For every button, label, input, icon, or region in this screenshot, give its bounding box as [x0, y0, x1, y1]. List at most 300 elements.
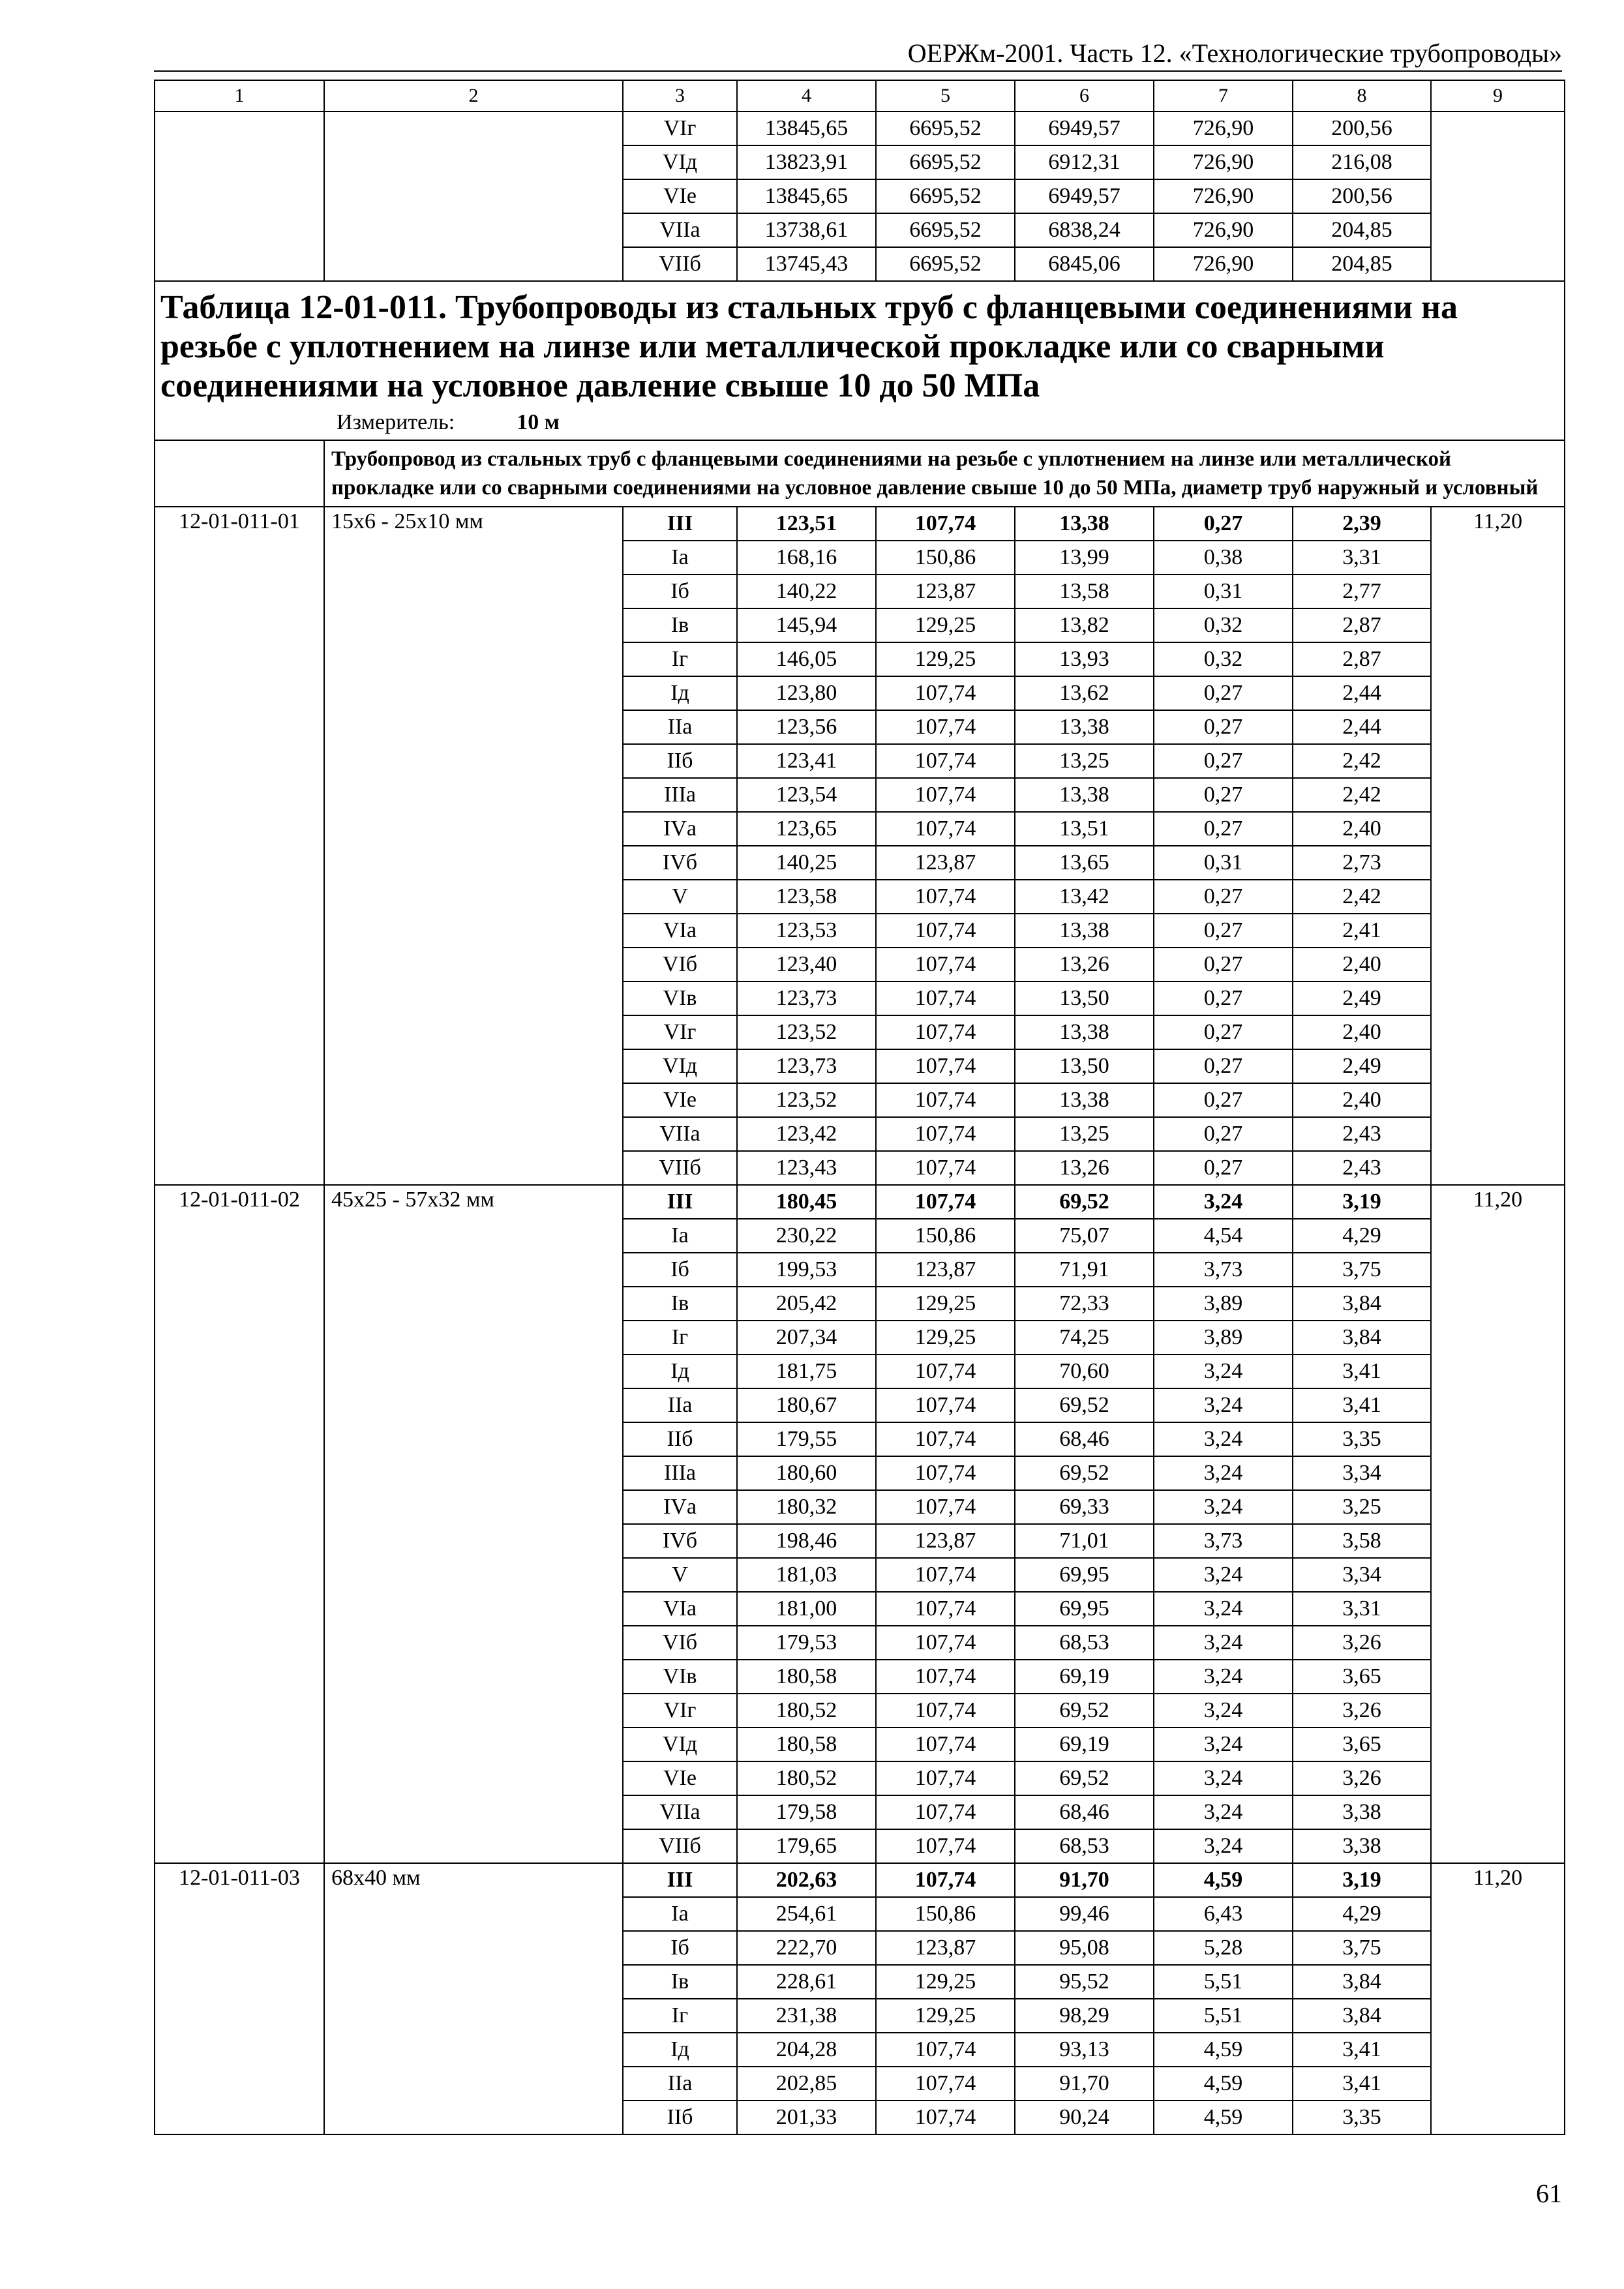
col7-cell: 4,59	[1154, 1863, 1293, 1897]
col5-cell: 107,74	[876, 2067, 1015, 2101]
col4-cell: 123,53	[737, 914, 876, 948]
col4-cell: 230,22	[737, 1219, 876, 1253]
norm-code-cell: Iд	[623, 676, 737, 710]
col5-cell: 107,74	[876, 1083, 1015, 1117]
norm-code-cell: Iд	[623, 2033, 737, 2067]
col9-cell: 11,20	[1431, 1185, 1565, 1863]
col7-cell: 3,89	[1154, 1321, 1293, 1354]
norm-code-cell: III	[623, 1185, 737, 1219]
col7-cell: 5,51	[1154, 1965, 1293, 1999]
col4-cell: 123,40	[737, 948, 876, 981]
col7-cell: 726,90	[1154, 112, 1293, 145]
column-number: 9	[1431, 80, 1565, 112]
norm-code-cell: Iв	[623, 1287, 737, 1321]
col6-cell: 6912,31	[1015, 145, 1154, 179]
col5-cell: 107,74	[876, 778, 1015, 812]
col5-cell: 107,74	[876, 1558, 1015, 1592]
page-number: 61	[1536, 2179, 1562, 2208]
col5-cell: 107,74	[876, 1015, 1015, 1049]
norm-code-cell: VIIа	[623, 1117, 737, 1151]
col4-cell: 123,51	[737, 507, 876, 541]
norm-code-cell: VIб	[623, 948, 737, 981]
col5-cell: 107,74	[876, 1490, 1015, 1524]
col7-cell: 5,28	[1154, 1931, 1293, 1965]
column-number: 8	[1293, 80, 1431, 112]
col4-cell: 123,42	[737, 1117, 876, 1151]
col7-cell: 3,24	[1154, 1761, 1293, 1795]
col7-cell: 0,27	[1154, 948, 1293, 981]
col6-cell: 13,38	[1015, 1083, 1154, 1117]
norm-code-cell: Iг	[623, 1321, 737, 1354]
column-number: 3	[623, 80, 737, 112]
norm-code-cell: VIа	[623, 914, 737, 948]
code-cell-empty	[155, 112, 324, 281]
col8-cell: 3,84	[1293, 1999, 1431, 2033]
col7-cell: 726,90	[1154, 247, 1293, 281]
col7-cell: 3,24	[1154, 1388, 1293, 1422]
norm-code-cell: Iа	[623, 541, 737, 575]
column-number-row	[155, 80, 1565, 112]
norm-code-cell: VIг	[623, 1015, 737, 1049]
col4-cell: 180,32	[737, 1490, 876, 1524]
norm-code-cell: VIд	[623, 145, 737, 179]
col7-cell: 0,27	[1154, 812, 1293, 846]
col4-cell: 168,16	[737, 541, 876, 575]
norm-code-cell: Iб	[623, 1253, 737, 1287]
col8-cell: 2,42	[1293, 778, 1431, 812]
col4-cell: 123,52	[737, 1083, 876, 1117]
col7-cell: 3,24	[1154, 1354, 1293, 1388]
norm-code-cell: IIа	[623, 710, 737, 744]
norm-code-cell: Iг	[623, 642, 737, 676]
col6-cell: 98,29	[1015, 1999, 1154, 2033]
col7-cell: 3,24	[1154, 1456, 1293, 1490]
col6-cell: 70,60	[1015, 1354, 1154, 1388]
col7-cell: 0,27	[1154, 507, 1293, 541]
col6-cell: 68,46	[1015, 1422, 1154, 1456]
norm-code-cell: IIб	[623, 2101, 737, 2134]
col7-cell: 4,59	[1154, 2033, 1293, 2067]
col6-cell: 90,24	[1015, 2101, 1154, 2134]
col7-cell: 726,90	[1154, 213, 1293, 247]
norm-code-cell: IVа	[623, 812, 737, 846]
diameter-cell: 15х6 - 25х10 мм	[324, 507, 623, 1185]
col4-cell: 228,61	[737, 1965, 876, 1999]
col5-cell: 150,86	[876, 1219, 1015, 1253]
col7-cell: 3,24	[1154, 1422, 1293, 1456]
norm-code-cell: IIIа	[623, 778, 737, 812]
col5-cell: 107,74	[876, 1049, 1015, 1083]
col4-cell: 123,65	[737, 812, 876, 846]
header-rule	[154, 70, 1562, 72]
col8-cell: 3,35	[1293, 2101, 1431, 2134]
col8-cell: 3,65	[1293, 1660, 1431, 1694]
norm-code-cell: VIIа	[623, 1795, 737, 1829]
col6-cell: 6838,24	[1015, 213, 1154, 247]
col8-cell: 2,87	[1293, 608, 1431, 642]
col5-cell: 150,86	[876, 1897, 1015, 1931]
col8-cell: 2,73	[1293, 846, 1431, 880]
col5-cell: 107,74	[876, 1185, 1015, 1219]
col6-cell: 71,01	[1015, 1524, 1154, 1558]
col7-cell: 0,32	[1154, 642, 1293, 676]
col5-cell: 107,74	[876, 1694, 1015, 1728]
norm-code-cell: VIIб	[623, 1829, 737, 1863]
norm-code-cell: VIа	[623, 1592, 737, 1626]
col7-cell: 0,27	[1154, 744, 1293, 778]
col8-cell: 2,39	[1293, 507, 1431, 541]
col4-cell: 198,46	[737, 1524, 876, 1558]
col4-cell: 123,80	[737, 676, 876, 710]
col6-cell: 13,99	[1015, 541, 1154, 575]
col6-cell: 99,46	[1015, 1897, 1154, 1931]
col6-cell: 75,07	[1015, 1219, 1154, 1253]
col5-cell: 107,74	[876, 1829, 1015, 1863]
diameter-cell-empty	[324, 112, 623, 281]
norm-code-cell: VIг	[623, 112, 737, 145]
table-body	[155, 80, 1565, 2134]
col4-cell: 145,94	[737, 608, 876, 642]
col7-cell: 0,27	[1154, 981, 1293, 1015]
norm-code-cell: V	[623, 880, 737, 914]
col8-cell: 3,84	[1293, 1965, 1431, 1999]
col5-cell: 129,25	[876, 1287, 1015, 1321]
col4-cell: 140,22	[737, 575, 876, 608]
col7-cell: 3,89	[1154, 1287, 1293, 1321]
col5-cell: 123,87	[876, 846, 1015, 880]
col6-cell: 69,52	[1015, 1456, 1154, 1490]
col5-cell: 123,87	[876, 1931, 1015, 1965]
col7-cell: 3,24	[1154, 1558, 1293, 1592]
col4-cell: 254,61	[737, 1897, 876, 1931]
col8-cell: 2,43	[1293, 1117, 1431, 1151]
col8-cell: 3,31	[1293, 541, 1431, 575]
col6-cell: 69,52	[1015, 1694, 1154, 1728]
measure-value: 10 м	[517, 410, 560, 434]
col5-cell: 150,86	[876, 541, 1015, 575]
col4-cell: 13845,65	[737, 112, 876, 145]
col4-cell: 13745,43	[737, 247, 876, 281]
col8-cell: 3,58	[1293, 1524, 1431, 1558]
col5-cell: 107,74	[876, 1761, 1015, 1795]
norm-number-cell: 12-01-011-01	[155, 507, 324, 1185]
col4-cell: 180,60	[737, 1456, 876, 1490]
col7-cell: 726,90	[1154, 179, 1293, 213]
col8-cell: 200,56	[1293, 179, 1431, 213]
column-number: 1	[155, 80, 324, 112]
col5-cell: 6695,52	[876, 145, 1015, 179]
col6-cell: 68,53	[1015, 1829, 1154, 1863]
col6-cell: 13,26	[1015, 1151, 1154, 1185]
col5-cell: 107,74	[876, 2033, 1015, 2067]
column-number: 4	[737, 80, 876, 112]
col8-cell: 3,26	[1293, 1626, 1431, 1660]
col8-cell: 3,84	[1293, 1287, 1431, 1321]
col5-cell: 107,74	[876, 676, 1015, 710]
col8-cell: 2,42	[1293, 744, 1431, 778]
column-number: 5	[876, 80, 1015, 112]
description-cell: Трубопровод из стальных труб с фланцевыми соединениями на резьбе с уплотнением на линзе или металлической прокладке или со сварными соединениями на условное давление свыше 10 до 50 МПа, диаметр труб наружный и условный	[324, 440, 1565, 507]
col5-cell: 107,74	[876, 1592, 1015, 1626]
norm-code-cell: Iб	[623, 1931, 737, 1965]
measure-line	[160, 410, 1559, 436]
col5-cell: 6695,52	[876, 179, 1015, 213]
col5-cell: 107,74	[876, 710, 1015, 744]
price-table	[154, 80, 1565, 2135]
col5-cell: 107,74	[876, 2101, 1015, 2134]
col8-cell: 3,84	[1293, 1321, 1431, 1354]
col4-cell: 123,73	[737, 981, 876, 1015]
col4-cell: 13823,91	[737, 145, 876, 179]
col4-cell: 204,28	[737, 2033, 876, 2067]
col4-cell: 202,85	[737, 2067, 876, 2101]
col9-cell: 11,20	[1431, 507, 1565, 1185]
col7-cell: 3,73	[1154, 1524, 1293, 1558]
norm-code-cell: VIв	[623, 1660, 737, 1694]
table-row	[155, 507, 1565, 541]
col7-cell: 3,24	[1154, 1660, 1293, 1694]
col5-cell: 6695,52	[876, 112, 1015, 145]
col6-cell: 13,93	[1015, 642, 1154, 676]
col8-cell: 2,40	[1293, 812, 1431, 846]
col5-cell: 107,74	[876, 1388, 1015, 1422]
running-header: ОЕРЖм-2001. Часть 12. «Технологические трубопроводы»	[907, 38, 1562, 68]
col8-cell: 3,41	[1293, 1354, 1431, 1388]
norm-code-cell: VIIб	[623, 1151, 737, 1185]
norm-number-cell: 12-01-011-02	[155, 1185, 324, 1863]
col4-cell: 207,34	[737, 1321, 876, 1354]
col6-cell: 13,38	[1015, 1015, 1154, 1049]
col6-cell: 71,91	[1015, 1253, 1154, 1287]
norm-code-cell: III	[623, 507, 737, 541]
col5-cell: 107,74	[876, 1422, 1015, 1456]
col8-cell: 3,41	[1293, 2067, 1431, 2101]
col8-cell: 3,34	[1293, 1558, 1431, 1592]
col6-cell: 13,62	[1015, 676, 1154, 710]
col6-cell: 69,33	[1015, 1490, 1154, 1524]
col6-cell: 69,52	[1015, 1185, 1154, 1219]
norm-code-cell: VIе	[623, 1083, 737, 1117]
diameter-cell: 68х40 мм	[324, 1863, 623, 2134]
norm-code-cell: Iа	[623, 1897, 737, 1931]
norm-code-cell: III	[623, 1863, 737, 1897]
col7-cell: 0,27	[1154, 1015, 1293, 1049]
col4-cell: 180,58	[737, 1660, 876, 1694]
col5-cell: 107,74	[876, 744, 1015, 778]
col6-cell: 13,51	[1015, 812, 1154, 846]
col8-cell: 3,31	[1293, 1592, 1431, 1626]
col5-cell: 129,25	[876, 1999, 1015, 2033]
description-row	[155, 440, 1565, 507]
col4-cell: 181,00	[737, 1592, 876, 1626]
col5-cell: 107,74	[876, 812, 1015, 846]
col8-cell: 3,38	[1293, 1795, 1431, 1829]
col7-cell: 4,54	[1154, 1219, 1293, 1253]
column-number: 6	[1015, 80, 1154, 112]
col9-cell-empty	[1431, 112, 1565, 281]
col6-cell: 13,38	[1015, 914, 1154, 948]
col7-cell: 3,24	[1154, 1728, 1293, 1761]
table-row	[155, 1863, 1565, 1897]
col7-cell: 0,27	[1154, 880, 1293, 914]
norm-code-cell: IVб	[623, 1524, 737, 1558]
col8-cell: 2,41	[1293, 914, 1431, 948]
norm-code-cell: IIIа	[623, 1456, 737, 1490]
norm-code-cell: VIв	[623, 981, 737, 1015]
col7-cell: 0,27	[1154, 1151, 1293, 1185]
col8-cell: 2,42	[1293, 880, 1431, 914]
col6-cell: 69,95	[1015, 1592, 1154, 1626]
col8-cell: 204,85	[1293, 247, 1431, 281]
col6-cell: 91,70	[1015, 1863, 1154, 1897]
col7-cell: 3,24	[1154, 1795, 1293, 1829]
norm-code-cell: VIе	[623, 1761, 737, 1795]
norm-code-cell: VIIа	[623, 213, 737, 247]
norm-code-cell: Iг	[623, 1999, 737, 2033]
col8-cell: 2,77	[1293, 575, 1431, 608]
norm-number-cell: 12-01-011-03	[155, 1863, 324, 2134]
col4-cell: 202,63	[737, 1863, 876, 1897]
col4-cell: 179,55	[737, 1422, 876, 1456]
col7-cell: 0,31	[1154, 575, 1293, 608]
col8-cell: 2,43	[1293, 1151, 1431, 1185]
col5-cell: 107,74	[876, 948, 1015, 981]
col4-cell: 140,25	[737, 846, 876, 880]
col4-cell: 123,58	[737, 880, 876, 914]
col4-cell: 180,52	[737, 1761, 876, 1795]
col5-cell: 107,74	[876, 507, 1015, 541]
col4-cell: 180,45	[737, 1185, 876, 1219]
col6-cell: 74,25	[1015, 1321, 1154, 1354]
col7-cell: 3,24	[1154, 1626, 1293, 1660]
col4-cell: 199,53	[737, 1253, 876, 1287]
col5-cell: 107,74	[876, 1456, 1015, 1490]
col6-cell: 91,70	[1015, 2067, 1154, 2101]
col4-cell: 201,33	[737, 2101, 876, 2134]
col8-cell: 3,38	[1293, 1829, 1431, 1863]
col8-cell: 3,34	[1293, 1456, 1431, 1490]
col4-cell: 123,43	[737, 1151, 876, 1185]
col8-cell: 2,87	[1293, 642, 1431, 676]
col4-cell: 123,73	[737, 1049, 876, 1083]
col7-cell: 0,27	[1154, 1083, 1293, 1117]
col4-cell: 146,05	[737, 642, 876, 676]
norm-code-cell: V	[623, 1558, 737, 1592]
norm-code-cell: Iа	[623, 1219, 737, 1253]
col7-cell: 6,43	[1154, 1897, 1293, 1931]
column-number: 7	[1154, 80, 1293, 112]
col8-cell: 2,40	[1293, 948, 1431, 981]
norm-code-cell: Iв	[623, 1965, 737, 1999]
col5-cell: 123,87	[876, 1253, 1015, 1287]
col4-cell: 179,53	[737, 1626, 876, 1660]
col4-cell: 13845,65	[737, 179, 876, 213]
col8-cell: 2,40	[1293, 1015, 1431, 1049]
col7-cell: 5,51	[1154, 1999, 1293, 2033]
col6-cell: 93,13	[1015, 2033, 1154, 2067]
col8-cell: 2,49	[1293, 981, 1431, 1015]
col8-cell: 4,29	[1293, 1897, 1431, 1931]
col5-cell: 107,74	[876, 1626, 1015, 1660]
measure-label: Измеритель:	[337, 410, 455, 434]
col5-cell: 107,74	[876, 880, 1015, 914]
col6-cell: 95,08	[1015, 1931, 1154, 1965]
col8-cell: 204,85	[1293, 213, 1431, 247]
norm-code-cell: VIд	[623, 1728, 737, 1761]
col5-cell: 107,74	[876, 1795, 1015, 1829]
col6-cell: 6949,57	[1015, 112, 1154, 145]
table-title-row	[155, 281, 1565, 440]
norm-code-cell: Iб	[623, 575, 737, 608]
col7-cell: 4,59	[1154, 2067, 1293, 2101]
norm-code-cell: IVа	[623, 1490, 737, 1524]
col5-cell: 107,74	[876, 1728, 1015, 1761]
col5-cell: 6695,52	[876, 213, 1015, 247]
table-title-cell	[155, 281, 1565, 440]
col7-cell: 726,90	[1154, 145, 1293, 179]
col7-cell: 3,24	[1154, 1185, 1293, 1219]
col7-cell: 3,24	[1154, 1490, 1293, 1524]
col4-cell: 222,70	[737, 1931, 876, 1965]
col8-cell: 2,44	[1293, 710, 1431, 744]
col4-cell: 179,58	[737, 1795, 876, 1829]
col8-cell: 3,65	[1293, 1728, 1431, 1761]
col6-cell: 68,46	[1015, 1795, 1154, 1829]
col5-cell: 6695,52	[876, 247, 1015, 281]
col7-cell: 3,24	[1154, 1592, 1293, 1626]
norm-code-cell: IVб	[623, 846, 737, 880]
col8-cell: 3,41	[1293, 2033, 1431, 2067]
col5-cell: 123,87	[876, 1524, 1015, 1558]
norm-code-cell: IIб	[623, 744, 737, 778]
norm-code-cell: IIб	[623, 1422, 737, 1456]
col8-cell: 2,49	[1293, 1049, 1431, 1083]
col4-cell: 180,58	[737, 1728, 876, 1761]
col5-cell: 129,25	[876, 1965, 1015, 1999]
norm-code-cell: Iд	[623, 1354, 737, 1388]
col6-cell: 69,19	[1015, 1660, 1154, 1694]
col9-cell: 11,20	[1431, 1863, 1565, 2134]
table-row	[155, 1185, 1565, 1219]
col6-cell: 13,42	[1015, 880, 1154, 914]
norm-code-cell: VIIб	[623, 247, 737, 281]
norm-code-cell: Iв	[623, 608, 737, 642]
col5-cell: 129,25	[876, 608, 1015, 642]
col6-cell: 13,82	[1015, 608, 1154, 642]
column-number: 2	[324, 80, 623, 112]
col8-cell: 3,75	[1293, 1253, 1431, 1287]
col6-cell: 13,50	[1015, 981, 1154, 1015]
col5-cell: 107,74	[876, 1660, 1015, 1694]
col6-cell: 72,33	[1015, 1287, 1154, 1321]
col6-cell: 6845,06	[1015, 247, 1154, 281]
col6-cell: 69,19	[1015, 1728, 1154, 1761]
col7-cell: 3,73	[1154, 1253, 1293, 1287]
norm-code-cell: VIе	[623, 179, 737, 213]
col8-cell: 4,29	[1293, 1219, 1431, 1253]
col4-cell: 123,54	[737, 778, 876, 812]
col7-cell: 3,24	[1154, 1694, 1293, 1728]
col7-cell: 0,27	[1154, 1049, 1293, 1083]
col5-cell: 129,25	[876, 1321, 1015, 1354]
col4-cell: 205,42	[737, 1287, 876, 1321]
col5-cell: 107,74	[876, 1863, 1015, 1897]
col6-cell: 13,65	[1015, 846, 1154, 880]
col8-cell: 3,25	[1293, 1490, 1431, 1524]
col6-cell: 13,38	[1015, 778, 1154, 812]
col8-cell: 3,19	[1293, 1863, 1431, 1897]
col6-cell: 6949,57	[1015, 179, 1154, 213]
